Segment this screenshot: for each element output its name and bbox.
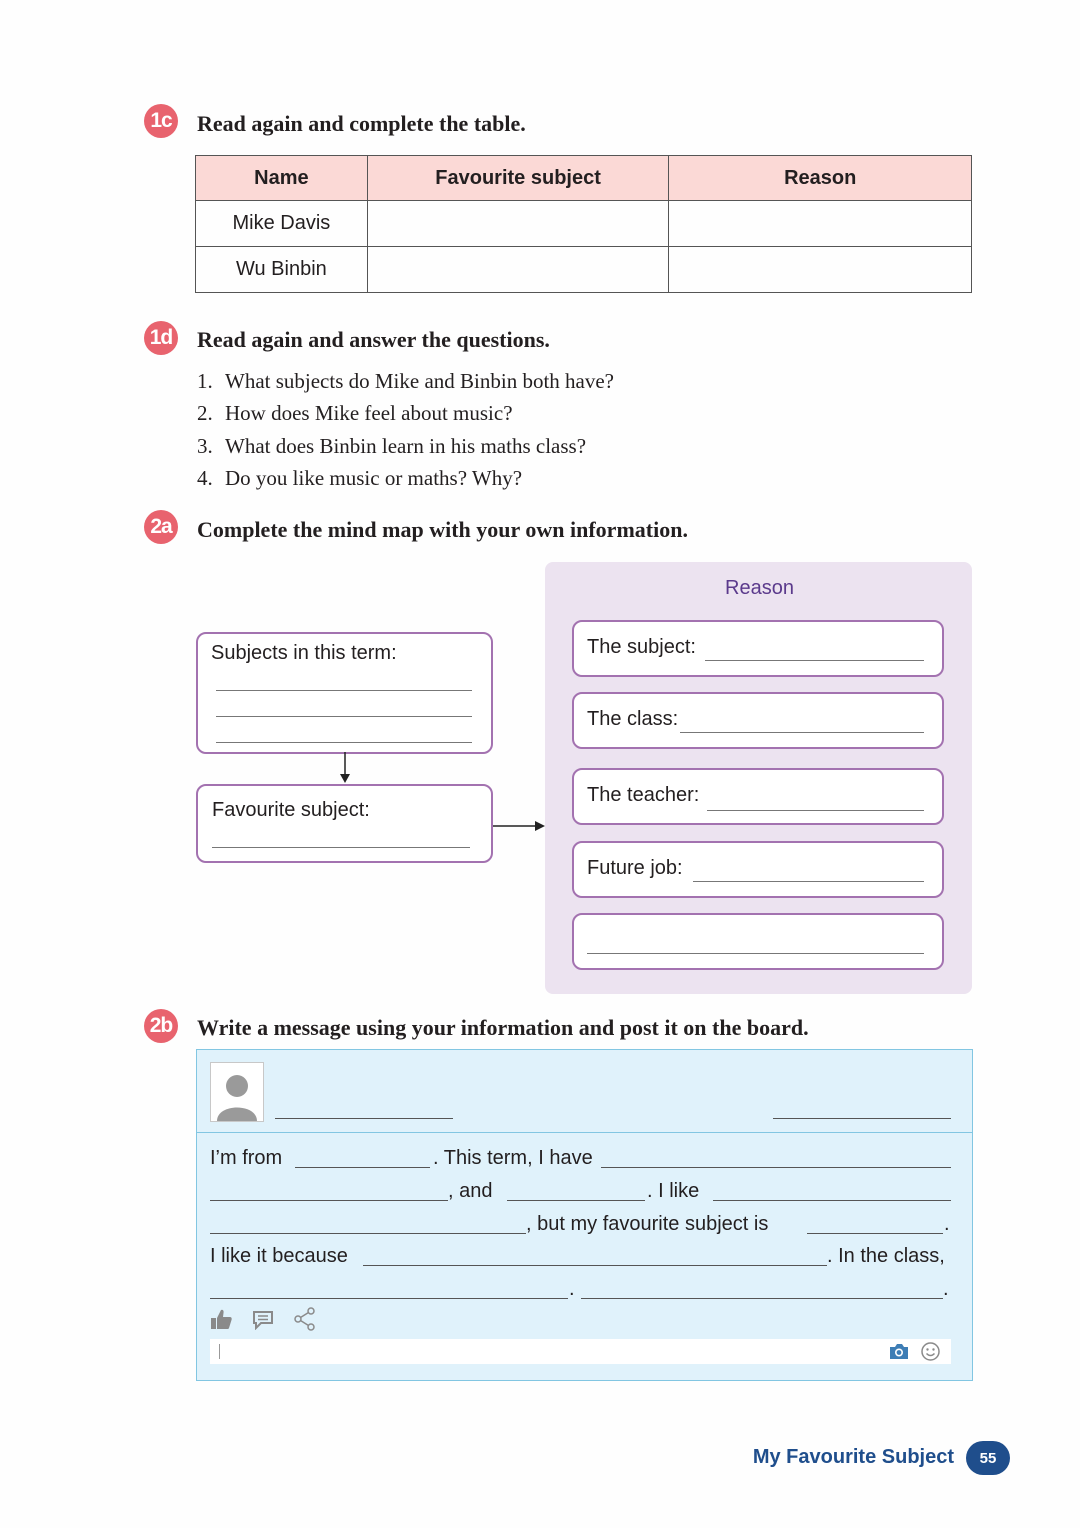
section-badge-2a: 2a — [144, 510, 178, 544]
name-line[interactable] — [275, 1118, 453, 1119]
comment-icon[interactable] — [252, 1310, 274, 1330]
section-heading-1d: Read again and answer the questions. — [197, 327, 550, 352]
reason-label: The subject: — [587, 636, 696, 658]
message-text: . In the class, — [827, 1245, 945, 1267]
blank-line[interactable] — [507, 1200, 645, 1201]
reason-box-subject — [572, 620, 944, 677]
answer-line[interactable] — [705, 660, 924, 661]
reason-label: The class: — [587, 708, 679, 730]
answer-line[interactable] — [693, 881, 924, 882]
question-item — [197, 466, 522, 491]
answer-line[interactable] — [707, 810, 924, 811]
answer-line[interactable] — [216, 742, 472, 743]
table-header-reason: Reason — [669, 156, 972, 201]
table-cell-reason[interactable] — [669, 201, 972, 247]
reason-box-class — [572, 692, 944, 749]
section-heading-2a: Complete the mind map with your own information. — [197, 517, 688, 542]
answer-line[interactable] — [216, 716, 472, 717]
down-arrow-icon — [335, 752, 355, 784]
question-text: What subjects do Mike and Binbin both have? — [225, 369, 615, 393]
table-cell-subject[interactable] — [367, 201, 669, 247]
blank-line[interactable] — [295, 1167, 430, 1168]
camera-icon[interactable] — [888, 1341, 910, 1361]
question-number: 4. — [197, 466, 213, 490]
blank-line[interactable] — [363, 1265, 827, 1266]
blank-line[interactable] — [210, 1298, 568, 1299]
message-text: . I like — [647, 1180, 700, 1202]
message-text: . — [943, 1278, 949, 1300]
table-cell-reason[interactable] — [669, 247, 972, 293]
question-item — [197, 434, 586, 459]
table-header-row — [196, 156, 972, 201]
question-number: 3. — [197, 434, 213, 458]
table-header-name: Name — [196, 156, 368, 201]
message-text: I like it because — [210, 1245, 348, 1267]
section-badge-1c: 1c — [144, 104, 178, 138]
message-text: , but my favourite subject is — [526, 1213, 769, 1235]
blank-line[interactable] — [210, 1200, 448, 1201]
blank-line[interactable] — [807, 1233, 943, 1234]
reason-label: Future job: — [587, 857, 683, 879]
reason-label: The teacher: — [587, 784, 700, 806]
section-badge-2b: 2b — [144, 1009, 178, 1043]
answer-line[interactable] — [212, 847, 470, 848]
message-text: . This term, I have — [433, 1147, 593, 1169]
favourite-subject-box — [196, 784, 493, 863]
section-heading-2b: Write a message using your information and post it on the board. — [197, 1015, 809, 1040]
blank-line[interactable] — [601, 1167, 951, 1168]
page-number: 55 — [966, 1441, 1010, 1475]
table-cell-subject[interactable] — [367, 247, 669, 293]
message-text: , and — [448, 1180, 493, 1202]
right-arrow-icon — [493, 818, 547, 834]
table-row — [196, 201, 972, 247]
table-row — [196, 247, 972, 293]
favourite-subject-label: Favourite subject: — [212, 799, 370, 821]
question-text: What does Binbin learn in his maths class? — [225, 434, 587, 458]
unit-title: My Favourite Subject — [752, 1446, 954, 1468]
subjects-label: Subjects in this term: — [211, 642, 397, 664]
share-icon[interactable] — [293, 1307, 317, 1331]
answer-line[interactable] — [587, 953, 924, 954]
answer-line[interactable] — [216, 690, 472, 691]
date-line[interactable] — [773, 1118, 951, 1119]
blank-line[interactable] — [581, 1298, 943, 1299]
message-text: . — [569, 1278, 575, 1300]
reason-title: Reason — [725, 577, 794, 599]
user-icon — [211, 1063, 263, 1121]
board-divider — [197, 1132, 972, 1133]
table-cell-name: Mike Davis — [196, 201, 368, 247]
avatar — [210, 1062, 264, 1122]
question-number: 2. — [197, 401, 213, 425]
message-text: I’m from — [210, 1147, 283, 1169]
table-header-favourite-subject: Favourite subject — [367, 156, 669, 201]
subjects-box — [196, 632, 493, 754]
table-cell-name: Wu Binbin — [196, 247, 368, 293]
smiley-icon[interactable] — [920, 1341, 941, 1362]
section-badge-1d: 1d — [144, 321, 178, 355]
message-text: . — [944, 1213, 950, 1235]
question-item — [197, 369, 614, 394]
section-heading-1c: Read again and complete the table. — [197, 111, 526, 136]
message-board — [196, 1049, 973, 1381]
comment-input[interactable] — [210, 1339, 951, 1364]
reason-box-future-job — [572, 841, 944, 898]
reason-box-blank — [572, 913, 944, 970]
like-icon[interactable] — [210, 1308, 232, 1330]
blank-line[interactable] — [210, 1233, 526, 1234]
blank-line[interactable] — [713, 1200, 951, 1201]
question-text: Do you like music or maths? Why? — [225, 466, 523, 490]
question-number: 1. — [197, 369, 213, 393]
text-cursor — [219, 1344, 220, 1359]
completion-table — [195, 155, 972, 293]
answer-line[interactable] — [680, 732, 924, 733]
reason-box-teacher — [572, 768, 944, 825]
question-item — [197, 401, 513, 426]
question-text: How does Mike feel about music? — [225, 401, 513, 425]
